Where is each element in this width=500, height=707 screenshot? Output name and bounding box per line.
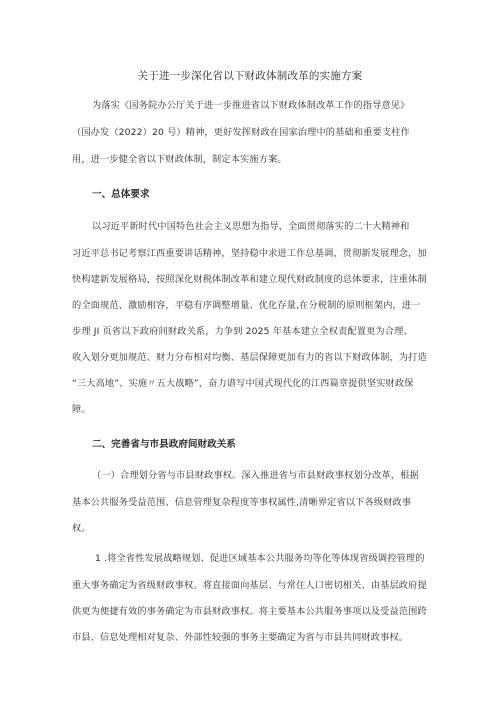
body-line: 障。 [72,404,91,415]
body-line: 基本公共服务受益范围、信息管理复杂程度等事权属性,清晰界定省以下各级财政事 [72,497,412,508]
body-line: 的全面规范、激励相容，平稳有序调整增量、优化存量,在分税制的原则框架内，进一 [72,300,421,311]
body-line: 市县、信息处理相对复杂、外部性较强的事务主要确定为省与市县共同财政事权。 [72,632,409,643]
section-heading-general-requirements: 一、总体要求 [92,189,150,200]
body-line: 习近平总书记考察江西重要讲话精神，坚持稳中求进工作总基调，贯彻新发展理念，加 [72,248,427,259]
body-line: 以习近平新时代中国特色社会主义思想为指导，全面贯彻落实的二十大精神和 [92,221,410,232]
intro-line: （国办发（2022）20 号）精神，更好发挥财政在国家治理中的基础和重要支柱作 [72,127,410,138]
intro-line: 为落实《国务院办公厅关于进一步推进省以下财政体制改革工作的指导意见》 [92,100,410,111]
body-line: 步理 JI 页省以下政府间财政关系，力争到 2025 年基本建立全权责配置更为合理、 [72,326,413,337]
body-line: 快构建新发展格局，按照深化财税体制改革和建立现代财政制度的总体要求，注重体制 [72,274,427,285]
body-line: “三大高地”、实施〃五大战略”，奋力谱写中国式现代化的江西篇章提供坚实财政保 [72,378,414,389]
body-line: （一）合理划分省与市县财政事权。深入推进省与市县财政事权划分改革，根据 [92,470,419,481]
body-line: 1 .将全省性发展战略规划、促进区域基本公共服务均等化等体现省级调控管理的 [95,553,425,564]
body-line: 供更为便捷有效的事务确定为市县财政事权。将主要基本公共服务事项以及受益范围跨 [72,606,427,617]
body-line: 权。 [72,523,91,534]
document-title: 关于进一步深化省以下财政体制改革的实施方案 [137,70,363,82]
intro-line: 用，进一步健全省以下财政体制，制定本实施方案。 [72,154,287,165]
body-line: 重大事务确定为省级财政事权。将直接面向基层、与常住人口密切相关、由基层政府提 [72,580,427,591]
body-line: 收入划分更加规范、财力分布相对均衡、基层保障更加有力的省以下财政体制，为打造 [72,352,427,363]
section-heading-fiscal-relations: 二、完善省与市县政府间财政关系 [92,439,236,450]
